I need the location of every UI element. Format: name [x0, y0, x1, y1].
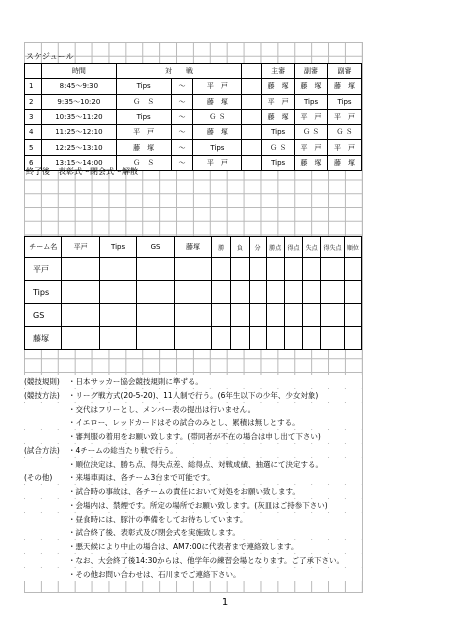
schedule-assistant-referee-1: Ｇ Ｓ	[295, 125, 328, 140]
rule-row	[24, 430, 362, 443]
rule-text: ・なお、大会終了後14:30からは、他学年の練習会場となります。ご了承下さい。	[68, 555, 345, 565]
rule-text: ・悪天候により中止の場合は、AM7:00に代表者まで連絡致します。	[68, 542, 299, 551]
schedule-match-number: 3	[25, 109, 42, 124]
schedule-separator: ～	[171, 94, 193, 109]
header-chief: 主審	[262, 64, 295, 79]
rule-text: ・4チームの総当たり戦で行う。	[68, 445, 178, 455]
rule-text: ・イエロー、レッドカードはその試合のみとし、累積は無しとする。	[68, 418, 300, 428]
schedule-header-row	[25, 64, 362, 79]
results-header-cell: Tips	[99, 237, 136, 258]
header-assist2: 副審	[328, 64, 362, 79]
rule-row	[24, 458, 362, 471]
results-self-cell	[174, 327, 211, 350]
rule-category: (競技方法)	[24, 390, 60, 400]
results-team-name: Tips	[25, 281, 62, 304]
rule-row	[24, 568, 362, 581]
schedule-chief-referee: Ｇ Ｓ	[262, 140, 295, 155]
schedule-gap	[242, 125, 262, 140]
schedule-assistant-referee-2: 平 戸	[328, 140, 362, 155]
rule-row	[24, 389, 362, 402]
rule-text: ・その他お問い合わせは、石川までご連絡下さい。	[68, 569, 241, 579]
header-no	[25, 64, 42, 79]
header-match: 対 戦	[116, 64, 242, 79]
results-self-cell	[99, 281, 136, 304]
results-cell	[212, 304, 231, 327]
rule-text: ・順位決定は、勝ち点、得失点差、総得点、対戦成績、抽選にて決定する。	[68, 459, 323, 469]
schedule-chief-referee: Tips	[262, 155, 295, 170]
schedule-separator: ～	[171, 155, 193, 170]
results-header-cell: 得失点	[321, 237, 345, 258]
schedule-row	[25, 94, 362, 109]
schedule-assistant-referee-2: 藤 塚	[328, 155, 362, 170]
results-cell	[249, 258, 266, 281]
schedule-away-team: Tips	[193, 140, 242, 155]
rule-text: ・試合終了後、表彰式及び閉会式を実施致します。	[68, 528, 240, 538]
rule-category: (その他)	[24, 473, 53, 483]
results-cell	[137, 281, 174, 304]
schedule-row	[25, 140, 362, 155]
schedule-match-number: 5	[25, 140, 42, 155]
results-header-cell: 勝	[212, 237, 231, 258]
results-cell	[137, 327, 174, 350]
results-header-cell: 平戸	[62, 237, 99, 258]
schedule-away-team: 藤 塚	[193, 94, 242, 109]
schedule-home-team: Tips	[116, 109, 171, 124]
results-header-cell: 勝点	[266, 237, 284, 258]
closing-text: 終了後 表彰式～閉会式～解散	[26, 167, 138, 176]
rule-text: ・来場車両は、各チーム3台まで可能です。	[68, 473, 215, 483]
rule-category: (試合方法)	[24, 445, 60, 455]
schedule-time: 13:15～14:00	[41, 155, 116, 170]
results-cell	[266, 258, 284, 281]
schedule-chief-referee: 藤 塚	[262, 79, 295, 94]
rule-row	[24, 471, 362, 484]
schedule-time: 9:35～10:20	[41, 94, 116, 109]
results-header-cell: 順位	[344, 237, 361, 258]
schedule-home-team: Ｇ Ｓ	[116, 155, 171, 170]
rule-row	[24, 403, 362, 416]
results-row	[25, 327, 362, 350]
schedule-home-team: 藤 塚	[116, 140, 171, 155]
results-header-cell: 負	[231, 237, 249, 258]
results-cell	[344, 258, 361, 281]
schedule-assistant-referee-1: Tips	[295, 94, 328, 109]
results-header-cell: 得点	[284, 237, 302, 258]
schedule-chief-referee: Tips	[262, 125, 295, 140]
schedule-label: スケジュール	[26, 52, 74, 61]
results-cell	[62, 304, 99, 327]
results-cell	[284, 258, 302, 281]
results-header-cell: 分	[249, 237, 266, 258]
results-row	[25, 304, 362, 327]
results-cell	[231, 304, 249, 327]
schedule-gap	[242, 79, 262, 94]
schedule-match-number: 6	[25, 155, 42, 170]
schedule-assistant-referee-1: 平 戸	[295, 109, 328, 124]
schedule-match-number: 4	[25, 125, 42, 140]
results-header-row	[25, 237, 362, 258]
results-cell	[303, 304, 321, 327]
rule-text: ・日本サッカー協会競技規則に準ずる。	[68, 377, 203, 386]
schedule-time: 12:25～13:10	[41, 140, 116, 155]
results-cell	[137, 258, 174, 281]
rule-row	[24, 499, 362, 512]
results-cell	[212, 281, 231, 304]
results-cell	[249, 304, 266, 327]
rule-row	[24, 444, 362, 457]
results-header-cell: 藤塚	[174, 237, 211, 258]
results-cell	[231, 258, 249, 281]
results-header-cell: 失点	[303, 237, 321, 258]
results-cell	[249, 281, 266, 304]
rule-text: ・交代はフリーとし、メンバー表の提出は行いません。	[68, 404, 256, 414]
schedule-time: 10:35～11:20	[41, 109, 116, 124]
schedule-home-team: 平 戸	[116, 125, 171, 140]
header-time: 時間	[41, 64, 116, 79]
rule-text: ・審判服の着用をお願い致します。(帯同者が不在の場合は申し出て下さい)	[68, 432, 321, 441]
rule-row	[24, 375, 362, 388]
rule-text: ・試合時の事故は、各チームの責任において対処をお願い致します。	[68, 487, 300, 496]
page-number: 1	[221, 597, 229, 608]
schedule-away-team: 平 戸	[193, 79, 242, 94]
header-assist1: 副審	[295, 64, 328, 79]
rule-text: ・会場内は、禁煙です。所定の場所でお願い致します。(灰皿はご持参下さい)	[68, 500, 328, 510]
schedule-gap	[242, 94, 262, 109]
results-cell	[174, 304, 211, 327]
schedule-separator: ～	[171, 140, 193, 155]
results-cell	[321, 281, 345, 304]
results-cell	[321, 304, 345, 327]
results-cell	[212, 258, 231, 281]
results-self-cell	[62, 258, 99, 281]
schedule-row	[25, 79, 362, 94]
schedule-home-team: Tips	[116, 79, 171, 94]
rule-category: (競技規則)	[24, 377, 60, 386]
results-cell	[266, 281, 284, 304]
results-cell	[344, 304, 361, 327]
results-team-name: 藤塚	[25, 327, 62, 350]
schedule-away-team: Ｇ Ｓ	[193, 109, 242, 124]
schedule-table	[24, 63, 362, 171]
schedule-time: 8:45～9:30	[41, 79, 116, 94]
results-cell	[266, 327, 284, 350]
results-cell	[249, 327, 266, 350]
results-cell	[284, 327, 302, 350]
results-team-name: GS	[25, 304, 62, 327]
rule-row	[24, 485, 362, 498]
schedule-assistant-referee-1: 藤 塚	[295, 79, 328, 94]
schedule-gap	[242, 155, 262, 170]
header-gap	[242, 64, 262, 79]
results-row	[25, 258, 362, 281]
results-cell	[303, 281, 321, 304]
results-cell	[284, 304, 302, 327]
results-cell	[266, 304, 284, 327]
schedule-match-number: 2	[25, 94, 42, 109]
schedule-separator: ～	[171, 125, 193, 140]
schedule-assistant-referee-2: Ｇ Ｓ	[328, 125, 362, 140]
results-cell	[231, 327, 249, 350]
schedule-away-team: 藤 塚	[193, 125, 242, 140]
results-cell	[344, 327, 361, 350]
schedule-assistant-referee-2: 平 戸	[328, 109, 362, 124]
rule-text: ・昼食時には、豚汁の準備をしてお待ちしています。	[68, 514, 248, 524]
results-team-name: 平戸	[25, 258, 62, 281]
results-row	[25, 281, 362, 304]
schedule-chief-referee: 藤 塚	[262, 109, 295, 124]
schedule-assistant-referee-1: 平 戸	[295, 140, 328, 155]
results-cell	[303, 258, 321, 281]
schedule-gap	[242, 109, 262, 124]
schedule-home-team: Ｇ Ｓ	[116, 94, 171, 109]
schedule-separator: ～	[171, 79, 193, 94]
schedule-separator: ～	[171, 109, 193, 124]
schedule-row	[25, 109, 362, 124]
results-cell	[174, 258, 211, 281]
results-cell	[284, 281, 302, 304]
schedule-assistant-referee-2: Tips	[328, 94, 362, 109]
results-cell	[321, 258, 345, 281]
schedule-assistant-referee-2: 藤 塚	[328, 79, 362, 94]
schedule-match-number: 1	[25, 79, 42, 94]
results-header-cell: GS	[137, 237, 174, 258]
schedule-assistant-referee-1: 藤 塚	[295, 155, 328, 170]
results-cell	[99, 327, 136, 350]
results-cell	[344, 281, 361, 304]
results-cell	[62, 281, 99, 304]
results-cell	[174, 281, 211, 304]
schedule-chief-referee: 平 戸	[262, 94, 295, 109]
results-header-cell: チーム名	[25, 237, 62, 258]
schedule-away-team: 平 戸	[193, 155, 242, 170]
results-cell	[303, 327, 321, 350]
results-cell	[212, 327, 231, 350]
results-cell	[99, 258, 136, 281]
rule-row	[24, 540, 362, 553]
results-table	[24, 236, 362, 350]
schedule-row	[25, 125, 362, 140]
results-self-cell	[137, 304, 174, 327]
rule-row	[24, 513, 362, 526]
schedule-time: 11:25～12:10	[41, 125, 116, 140]
results-cell	[321, 327, 345, 350]
schedule-gap	[242, 140, 262, 155]
rule-text: ・リーグ戦方式(20-5-20)、11人制で行う。(6年生以下の少年、少女対象)	[68, 390, 319, 400]
rule-row	[24, 554, 362, 567]
results-cell	[62, 327, 99, 350]
results-cell	[231, 281, 249, 304]
rule-row	[24, 416, 362, 429]
rule-row	[24, 526, 362, 539]
results-cell	[99, 304, 136, 327]
